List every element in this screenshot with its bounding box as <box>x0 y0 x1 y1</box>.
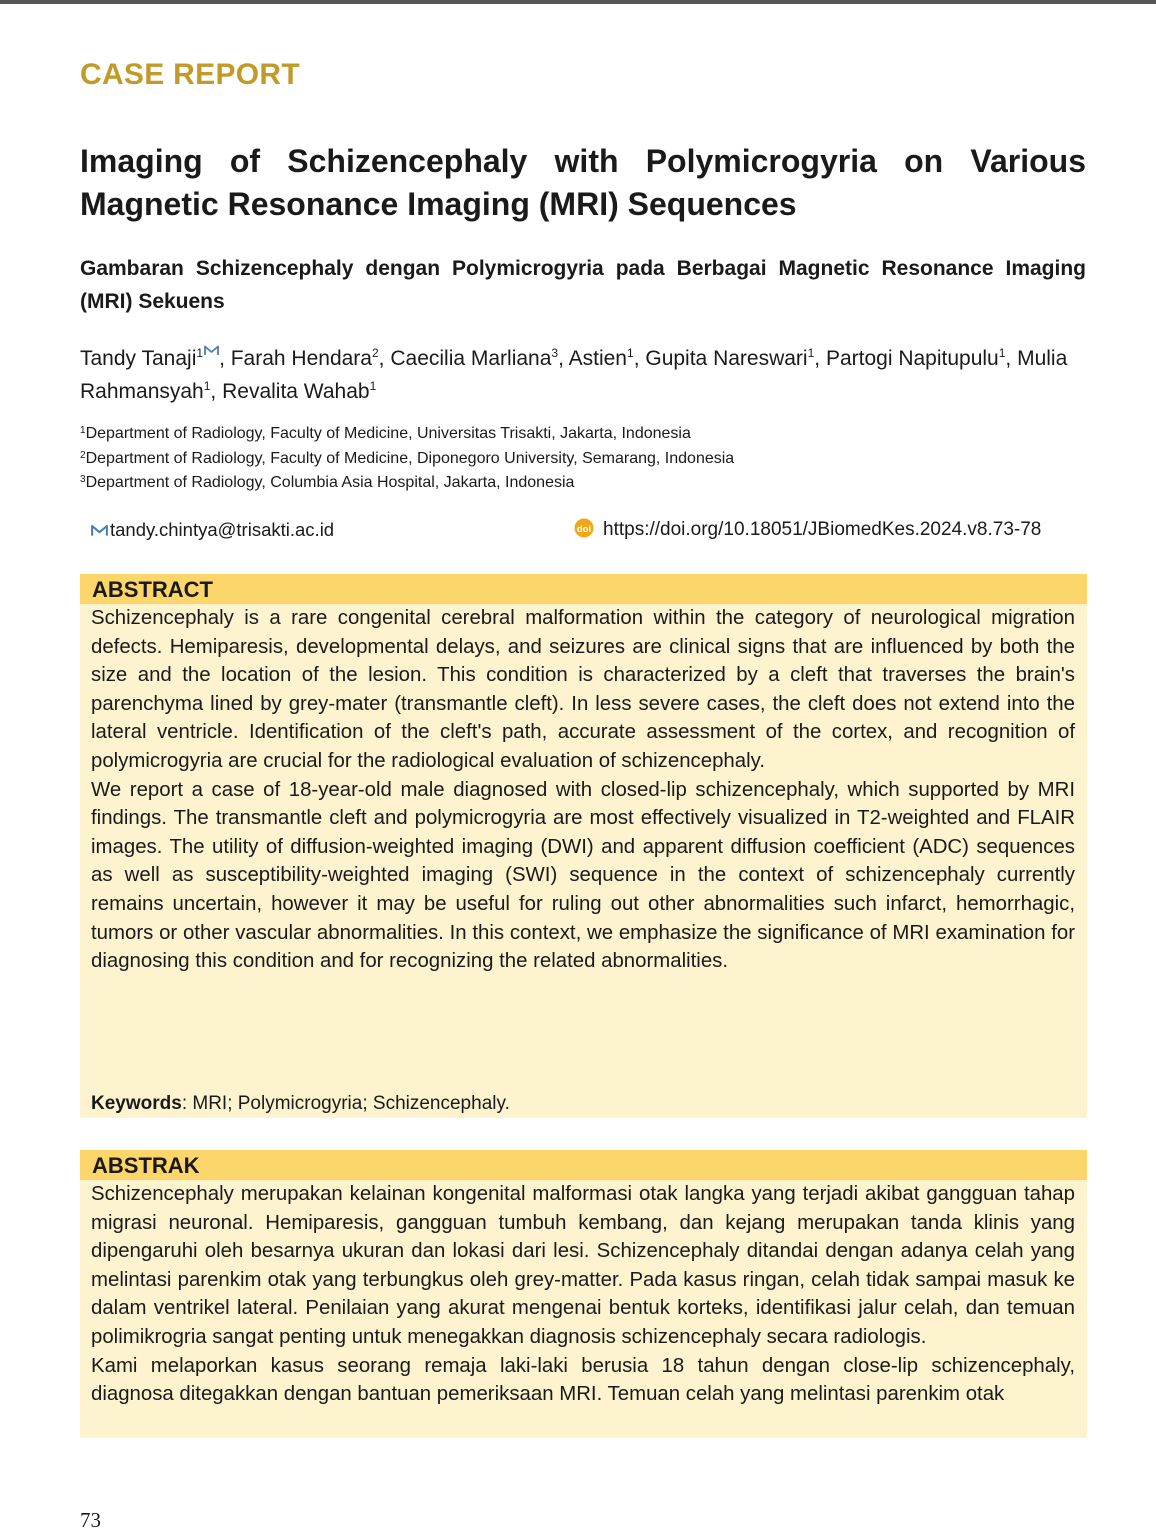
abstract-paragraph: We report a case of 18-year-old male diagnosed with closed-lip schizencephaly, which supported by MRI findings. The transmantle cleft and polymicrogyria are most effectively visualized in T2-weighted and FLAIR images. The utility of diffusion-weighted imaging (DWI) and apparent diffusion coefficient (ADC) sequences as well as susceptibility-weighted imaging (SWI) sequence in the context of schizencephaly currently remains uncertain, however it may be useful for ruling out other abnormalities such infarct, hemorrhagic, tumors or other vascular abnormalities. In this context, we emphasize the significance of MRI examination for diagnosing this condition and for recognizing the related abnormalities. <box>91 778 1075 973</box>
affiliation-item <box>80 471 1086 496</box>
affiliation-text: Department of Radiology, Faculty of Medicine, Universitas Trisakti, Jakarta, Indonesia <box>85 425 691 442</box>
email-link[interactable]: tandy.chintya@trisakti.ac.id <box>110 519 335 540</box>
abstract-box <box>80 574 1087 1118</box>
mail-icon <box>91 524 108 537</box>
abstrak-box <box>80 1150 1087 1438</box>
affiliation-item <box>80 422 1086 447</box>
abstract-heading: ABSTRACT <box>80 574 1087 604</box>
author-name: Caecilia Marliana <box>390 347 552 370</box>
keywords-label: Keywords <box>91 1093 182 1114</box>
author-affiliation-mark: 1 <box>196 346 204 360</box>
affiliation-mark: 3 <box>80 474 86 485</box>
abstrak-body <box>80 1180 1087 1409</box>
author-name: Gupita Nareswari <box>645 347 808 370</box>
affiliation-list <box>80 422 1086 496</box>
keywords-line <box>91 1093 510 1115</box>
author-affiliation-mark: 1 <box>807 346 815 360</box>
abstrak-paragraph: Kami melaporkan kasus seorang remaja laki-laki berusia 18 tahun dengan close-lip schizencephaly, diagnosa ditegakkan dengan bantuan pemeriksaan MRI. Temuan celah yang melintasi parenkim otak <box>91 1354 1075 1406</box>
affiliation-mark: 2 <box>80 449 86 461</box>
author-name: Tandy Tanaji <box>80 347 197 370</box>
abstrak-paragraph: Schizencephaly merupakan kelainan kongenital malformasi otak langka yang terjadi akibat gangguan tahap migrasi neuronal. Hemiparesis, gangguan tumbuh kembang, dan kejang merupakan tanda klinis yang dipengaruhi oleh besarnya ukuran dan lokasi dari lesi. Schizencephaly ditandai dengan adanya celah yang melintasi parenkim otak yang terbungkus oleh grey-matter. Pada kasus ringan, celah tidak sampai masuk ke dalam ventrikel lateral. Penilaian yang akurat mengenai bentuk korteks, identifikasi jalur celah, dan temuan polimikrogria sangat penting untuk menegakkan diagnosis schizencephaly secara radiologis. <box>91 1183 1075 1348</box>
abstrak-heading: ABSTRAK <box>80 1150 1087 1180</box>
author-name: Astien <box>568 347 627 370</box>
affiliation-mark: 1 <box>80 425 86 436</box>
doi-line[interactable] <box>574 519 1041 541</box>
top-border <box>0 0 1156 4</box>
affiliation-text: Department of Radiology, Faculty of Medicine, Diponegoro University, Semarang, Indonesia <box>85 449 735 467</box>
author-name: Revalita Wahab <box>222 380 370 403</box>
abstract-body <box>80 604 1087 976</box>
doi-icon <box>574 518 594 538</box>
author-name: Farah Hendara <box>230 347 372 370</box>
corresponding-email[interactable] <box>90 519 334 541</box>
author-name: Mulia Rahmansyah <box>80 347 1068 403</box>
author-name: Partogi Napitupulu <box>825 347 999 370</box>
article-subtitle: Gambaran Schizencephaly dengan Polymicrogyria pada Berbagai Magnetic Resonance Imaging (MRI) Sekuens <box>80 257 1086 313</box>
abstract-paragraph: Schizencephaly is a rare congenital cerebral malformation within the category of neurological migration defects. Hemiparesis, developmental delays, and seizures are clinical signs that are influenced by both the size and the location of the lesion. This condition is characterized by a cleft that traverses the brain's parenchyma lined by grey-mater (transmantle cleft). In less severe cases, the cleft does not extend into the lateral ventricle. Identification of the cleft's path, accurate assessment of the cortex, and recognition of polymicrogyria are crucial for the radiological evaluation of schizencephaly. <box>91 607 1075 772</box>
author-affiliation-mark: 1 <box>998 346 1006 360</box>
doi-link[interactable]: https://doi.org/10.18051/JBiomedKes.2024.v8.73-78 <box>603 519 1042 540</box>
svg-text:doi: doi <box>576 524 592 535</box>
affiliation-item <box>80 447 1086 472</box>
mail-icon[interactable] <box>204 345 219 356</box>
article-title: Imaging of Schizencephaly with Polymicrogyria on Various Magnetic Resonance Imaging (MRI) Sequences <box>80 143 1086 222</box>
author-affiliation-mark: 3 <box>551 346 559 360</box>
author-affiliation-mark: 1 <box>369 379 377 393</box>
author-list: Tandy Tanaji$^1$ , Farah Hendara$^2$, Caecilia Marliana$^3$, Astien$^1$, Gupita Nareswari$^1$, Partogi Napitupulu$^1$, Mulia Rahmansyah$^1$, Revalita Wahab$^1$ <box>80 346 1068 403</box>
keywords-text: : MRI; Polymicrogyria; Schizencephaly. <box>181 1093 510 1114</box>
author-affiliation-mark: 2 <box>371 346 379 360</box>
author-affiliation-mark: 1 <box>203 379 211 393</box>
author-affiliation-mark: 1 <box>627 346 634 360</box>
page-number: 73 <box>80 1508 101 1532</box>
affiliation-text: Department of Radiology, Columbia Asia Hospital, Jakarta, Indonesia <box>85 474 575 491</box>
section-label: CASE REPORT <box>80 58 300 91</box>
